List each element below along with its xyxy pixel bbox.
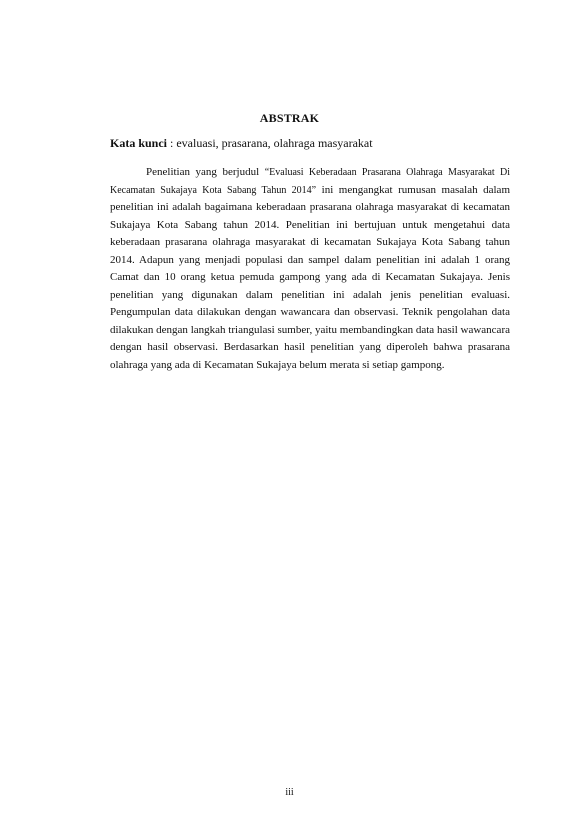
keywords-separator: : bbox=[167, 136, 177, 150]
abstract-intro: Penelitian yang berjudul bbox=[146, 166, 265, 178]
keywords-value: evaluasi, prasarana, olahraga masyarakat bbox=[176, 136, 373, 150]
keywords-label: Kata kunci bbox=[110, 136, 168, 150]
page-number: iii bbox=[285, 787, 294, 798]
page-title: ABSTRAK bbox=[259, 111, 320, 125]
keywords-line bbox=[110, 135, 510, 151]
research-title-quote: “Evaluasi Keberadaan Prasarana Olahraga Masyarakat Di Kecamatan Sukajaya Kota Sabang Tahun 2014” bbox=[110, 167, 511, 196]
abstract-paragraph bbox=[110, 164, 510, 374]
abstract-body-text: ini mengangkat rumusan masalah dalam penelitian ini adalah bagaimana keberadaan prasarana olahraga masyarakat di kecamatan Sukajaya Kota Sabang tahun 2014. Penelitian ini bertujuan untuk mengetahui data keberadaan prasarana olahraga masyarakat di kecamatan Sukajaya Kota Sabang tahun 2014. Adapun yang menjadi populasi dan sampel dalam penelitian ini adalah 1 orang Camat dan 10 orang ketua pemuda gampong yang ada di Kecamatan Sukajaya. Jenis penelitian yang digunakan dalam penelitian ini adalah jenis penelitian evaluasi. Pengumpulan data dilakukan dengan wawancara dan observasi. Teknik pengolahan data dilakukan dengan langkah triangulasi sumber, yaitu membandingkan data hasil wawancara dengan hasil observasi. Berdasarkan hasil penelitian yang diperoleh bahwa prasarana olahraga yang ada di Kecamatan Sukajaya belum merata si setiap gampong. bbox=[110, 183, 510, 371]
